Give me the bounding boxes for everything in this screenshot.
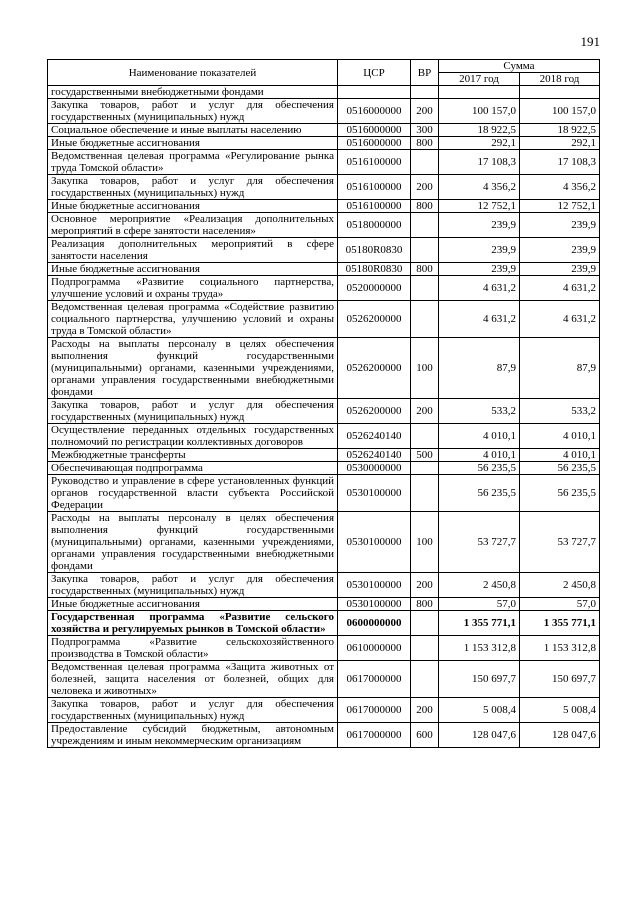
table-row bbox=[48, 124, 600, 137]
row-value-2017: 2 450,8 bbox=[439, 573, 520, 598]
row-value-2017: 56 235,5 bbox=[439, 475, 520, 512]
row-vr bbox=[411, 462, 439, 475]
row-csr: 0526200000 bbox=[338, 338, 411, 399]
row-vr bbox=[411, 150, 439, 175]
row-csr: 0516100000 bbox=[338, 150, 411, 175]
row-value-2017 bbox=[439, 86, 520, 99]
row-csr: 05180R0830 bbox=[338, 238, 411, 263]
row-name: Межбюджетные трансферты bbox=[48, 449, 338, 462]
row-value-2018: 2 450,8 bbox=[520, 573, 600, 598]
table-row bbox=[48, 213, 600, 238]
row-value-2018: 4 356,2 bbox=[520, 175, 600, 200]
table-row bbox=[48, 636, 600, 661]
row-csr: 0617000000 bbox=[338, 698, 411, 723]
row-name: Реализация дополнительных мероприятий в сфере занятости населения bbox=[48, 238, 338, 263]
row-vr: 100 bbox=[411, 512, 439, 573]
row-csr: 0516000000 bbox=[338, 124, 411, 137]
table-row bbox=[48, 611, 600, 636]
row-value-2018: 12 752,1 bbox=[520, 200, 600, 213]
row-value-2017: 87,9 bbox=[439, 338, 520, 399]
table-row bbox=[48, 200, 600, 213]
row-value-2018: 5 008,4 bbox=[520, 698, 600, 723]
row-value-2017: 57,0 bbox=[439, 598, 520, 611]
row-name: Расходы на выплаты персоналу в целях обеспечения выполнения функций государственными (муниципальными) органами, казенными учреждениями, органами управления государственными внебюджетными фондами bbox=[48, 512, 338, 573]
row-value-2017: 4 356,2 bbox=[439, 175, 520, 200]
row-value-2018: 292,1 bbox=[520, 137, 600, 150]
row-csr: 0530100000 bbox=[338, 475, 411, 512]
row-value-2018: 4 631,2 bbox=[520, 276, 600, 301]
row-vr: 800 bbox=[411, 200, 439, 213]
row-name: Государственная программа «Развитие сельского хозяйства и регулируемых рынков в Томской области» bbox=[48, 611, 338, 636]
row-name: Руководство и управление в сфере установленных функций органов государственной власти субъекта Российской Федерации bbox=[48, 475, 338, 512]
table-row bbox=[48, 150, 600, 175]
table-row bbox=[48, 399, 600, 424]
row-name: Закупка товаров, работ и услуг для обеспечения государственных (муниципальных) нужд bbox=[48, 99, 338, 124]
table-row bbox=[48, 424, 600, 449]
row-value-2018: 53 727,7 bbox=[520, 512, 600, 573]
row-name: Обеспечивающая подпрограмма bbox=[48, 462, 338, 475]
table-row bbox=[48, 175, 600, 200]
row-vr: 200 bbox=[411, 698, 439, 723]
row-value-2017: 4 631,2 bbox=[439, 276, 520, 301]
row-value-2017: 17 108,3 bbox=[439, 150, 520, 175]
table-row bbox=[48, 573, 600, 598]
row-value-2018: 18 922,5 bbox=[520, 124, 600, 137]
row-value-2017: 12 752,1 bbox=[439, 200, 520, 213]
row-name: Осуществление переданных отдельных государственных полномочий по регистрации коллективных договоров bbox=[48, 424, 338, 449]
row-name: Иные бюджетные ассигнования bbox=[48, 598, 338, 611]
row-vr bbox=[411, 276, 439, 301]
row-csr: 0530100000 bbox=[338, 598, 411, 611]
row-vr bbox=[411, 213, 439, 238]
row-csr: 0530100000 bbox=[338, 573, 411, 598]
table-row bbox=[48, 462, 600, 475]
row-value-2018: 533,2 bbox=[520, 399, 600, 424]
row-value-2018: 100 157,0 bbox=[520, 99, 600, 124]
row-value-2018: 56 235,5 bbox=[520, 475, 600, 512]
row-name: Закупка товаров, работ и услуг для обеспечения государственных (муниципальных) нужд bbox=[48, 399, 338, 424]
row-value-2017: 1 153 312,8 bbox=[439, 636, 520, 661]
row-value-2018 bbox=[520, 86, 600, 99]
row-vr: 800 bbox=[411, 137, 439, 150]
row-vr: 200 bbox=[411, 175, 439, 200]
row-value-2017: 5 008,4 bbox=[439, 698, 520, 723]
row-name: Закупка товаров, работ и услуг для обеспечения государственных (муниципальных) нужд bbox=[48, 573, 338, 598]
table-row bbox=[48, 512, 600, 573]
row-csr: 0610000000 bbox=[338, 636, 411, 661]
table-row bbox=[48, 86, 600, 99]
row-name: Подпрограмма «Развитие сельскохозяйственного производства в Томской области» bbox=[48, 636, 338, 661]
row-vr: 800 bbox=[411, 263, 439, 276]
header-sum: Сумма bbox=[439, 60, 600, 73]
row-value-2017: 239,9 bbox=[439, 263, 520, 276]
row-value-2017: 53 727,7 bbox=[439, 512, 520, 573]
row-value-2018: 239,9 bbox=[520, 238, 600, 263]
row-csr: 0600000000 bbox=[338, 611, 411, 636]
row-value-2018: 17 108,3 bbox=[520, 150, 600, 175]
table-header-row bbox=[48, 60, 600, 73]
table-row bbox=[48, 263, 600, 276]
row-name: государственными внебюджетными фондами bbox=[48, 86, 338, 99]
row-vr: 300 bbox=[411, 124, 439, 137]
row-csr: 0617000000 bbox=[338, 723, 411, 748]
row-value-2018: 4 010,1 bbox=[520, 449, 600, 462]
row-name: Иные бюджетные ассигнования bbox=[48, 200, 338, 213]
row-vr bbox=[411, 301, 439, 338]
row-vr bbox=[411, 661, 439, 698]
table-body bbox=[48, 86, 600, 748]
row-vr bbox=[411, 475, 439, 512]
row-vr bbox=[411, 636, 439, 661]
row-value-2017: 18 922,5 bbox=[439, 124, 520, 137]
row-value-2018: 239,9 bbox=[520, 213, 600, 238]
header-name: Наименование показателей bbox=[48, 60, 338, 86]
row-value-2018: 4 010,1 bbox=[520, 424, 600, 449]
row-value-2018: 57,0 bbox=[520, 598, 600, 611]
row-vr: 200 bbox=[411, 399, 439, 424]
header-2017: 2017 год bbox=[439, 73, 520, 86]
row-value-2018: 150 697,7 bbox=[520, 661, 600, 698]
table-row bbox=[48, 338, 600, 399]
row-value-2018: 56 235,5 bbox=[520, 462, 600, 475]
row-vr bbox=[411, 424, 439, 449]
row-vr: 800 bbox=[411, 598, 439, 611]
row-value-2017: 150 697,7 bbox=[439, 661, 520, 698]
table-row bbox=[48, 301, 600, 338]
table-row bbox=[48, 276, 600, 301]
table-row bbox=[48, 598, 600, 611]
row-value-2017: 239,9 bbox=[439, 213, 520, 238]
row-value-2018: 1 153 312,8 bbox=[520, 636, 600, 661]
row-name: Закупка товаров, работ и услуг для обеспечения государственных (муниципальных) нужд bbox=[48, 698, 338, 723]
row-value-2017: 56 235,5 bbox=[439, 462, 520, 475]
row-vr bbox=[411, 611, 439, 636]
row-name: Ведомственная целевая программа «Содействие развитию социального партнерства, улучшению условий и охраны труда в Томской области» bbox=[48, 301, 338, 338]
row-csr: 0617000000 bbox=[338, 661, 411, 698]
header-vr: ВР bbox=[411, 60, 439, 86]
row-value-2017: 4 010,1 bbox=[439, 424, 520, 449]
row-vr: 500 bbox=[411, 449, 439, 462]
row-csr: 0526240140 bbox=[338, 449, 411, 462]
row-vr: 600 bbox=[411, 723, 439, 748]
budget-table bbox=[47, 59, 600, 748]
row-vr: 200 bbox=[411, 573, 439, 598]
row-value-2017: 239,9 bbox=[439, 238, 520, 263]
row-name: Ведомственная целевая программа «Регулирование рынка труда Томской области» bbox=[48, 150, 338, 175]
row-csr: 0516000000 bbox=[338, 137, 411, 150]
row-csr: 05180R0830 bbox=[338, 263, 411, 276]
row-value-2018: 87,9 bbox=[520, 338, 600, 399]
row-value-2017: 292,1 bbox=[439, 137, 520, 150]
row-csr: 0526200000 bbox=[338, 399, 411, 424]
row-name: Иные бюджетные ассигнования bbox=[48, 137, 338, 150]
row-vr: 100 bbox=[411, 338, 439, 399]
row-vr bbox=[411, 86, 439, 99]
row-csr: 0526240140 bbox=[338, 424, 411, 449]
header-csr: ЦСР bbox=[338, 60, 411, 86]
row-csr bbox=[338, 86, 411, 99]
table-row bbox=[48, 661, 600, 698]
row-value-2018: 128 047,6 bbox=[520, 723, 600, 748]
row-csr: 0518000000 bbox=[338, 213, 411, 238]
page-number: 191 bbox=[580, 34, 600, 49]
row-name: Подпрограмма «Развитие социального партнерства, улучшение условий и охраны труда» bbox=[48, 276, 338, 301]
row-value-2018: 239,9 bbox=[520, 263, 600, 276]
table-row bbox=[48, 449, 600, 462]
row-name: Основное мероприятие «Реализация дополнительных мероприятий в сфере занятости населения» bbox=[48, 213, 338, 238]
row-csr: 0530100000 bbox=[338, 512, 411, 573]
row-csr: 0520000000 bbox=[338, 276, 411, 301]
row-name: Иные бюджетные ассигнования bbox=[48, 263, 338, 276]
header-2018: 2018 год bbox=[520, 73, 600, 86]
row-name: Ведомственная целевая программа «Защита животных от болезней, защита населения от болезней, общих для человека и животных» bbox=[48, 661, 338, 698]
row-name: Расходы на выплаты персоналу в целях обеспечения выполнения функций государственными (муниципальными) органами, казенными учреждениями, органами управления государственными внебюджетными фондами bbox=[48, 338, 338, 399]
row-value-2017: 4 631,2 bbox=[439, 301, 520, 338]
row-value-2017: 533,2 bbox=[439, 399, 520, 424]
row-name: Предоставление субсидий бюджетным, автономным учреждениям и иным некоммерческим организациям bbox=[48, 723, 338, 748]
table-row bbox=[48, 137, 600, 150]
table-row bbox=[48, 475, 600, 512]
row-name: Социальное обеспечение и иные выплаты населению bbox=[48, 124, 338, 137]
table-row bbox=[48, 238, 600, 263]
row-csr: 0516100000 bbox=[338, 200, 411, 213]
row-csr: 0526200000 bbox=[338, 301, 411, 338]
row-value-2018: 1 355 771,1 bbox=[520, 611, 600, 636]
row-value-2018: 4 631,2 bbox=[520, 301, 600, 338]
row-csr: 0516100000 bbox=[338, 175, 411, 200]
row-value-2017: 1 355 771,1 bbox=[439, 611, 520, 636]
row-vr bbox=[411, 238, 439, 263]
table-row bbox=[48, 723, 600, 748]
table-row bbox=[48, 698, 600, 723]
row-vr: 200 bbox=[411, 99, 439, 124]
row-csr: 0530000000 bbox=[338, 462, 411, 475]
row-name: Закупка товаров, работ и услуг для обеспечения государственных (муниципальных) нужд bbox=[48, 175, 338, 200]
row-value-2017: 4 010,1 bbox=[439, 449, 520, 462]
row-csr: 0516000000 bbox=[338, 99, 411, 124]
table-row bbox=[48, 99, 600, 124]
row-value-2017: 100 157,0 bbox=[439, 99, 520, 124]
row-value-2017: 128 047,6 bbox=[439, 723, 520, 748]
